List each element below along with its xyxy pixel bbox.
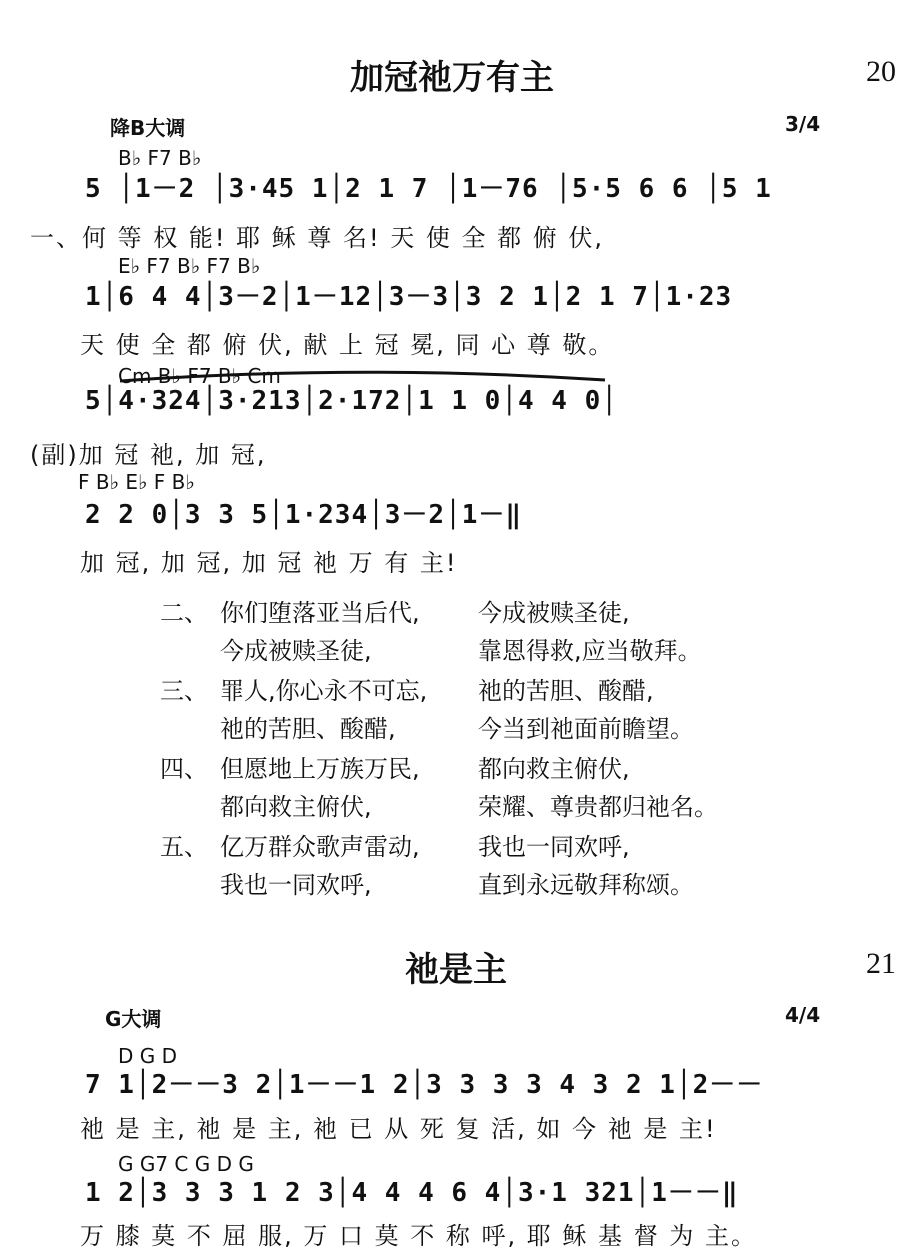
chord-row: F B♭ E♭ F B♭ [78, 470, 195, 494]
time-signature-2: 4/4 [785, 1003, 821, 1027]
notation-row: 5│4·324│3·213│2·172│1 1 0│4 4 0│ [85, 386, 618, 416]
hymn-number-2: 21 [866, 947, 896, 980]
verse-line: 祂的苦胆、酸醋, [220, 715, 396, 743]
verse-label: 四、 [160, 755, 208, 783]
notation-row: 7 1│2－－3 2│1－－1 2│3 3 3 3 4 3 2 1│2－－ [85, 1070, 764, 1100]
chord-row: B♭ F7 B♭ [118, 146, 202, 170]
chord-row: E♭ F7 B♭ F7 B♭ [118, 254, 261, 278]
lyric-row: 天 使 全 都 俯 伏, 献 上 冠 冕, 同 心 尊 敬。 [80, 331, 615, 359]
verse-line: 但愿地上万族万民, [220, 755, 420, 783]
verse-line: 我也一同欢呼, [220, 871, 372, 899]
lyric-row: (副)加 冠 祂, 加 冠, [30, 441, 267, 469]
lyric-row: 加 冠, 加 冠, 加 冠 祂 万 有 主! [80, 549, 458, 577]
verse-line: 都向救主俯伏, [478, 755, 630, 783]
verse-line: 我也一同欢呼, [478, 833, 630, 861]
slur-curve [115, 366, 615, 386]
key-signature-2: G大调 [105, 1007, 162, 1031]
notation-row: 1│6 4 4│3－2│1－12│3－3│3 2 1│2 1 7│1·23 [85, 282, 733, 312]
verse-label: 三、 [160, 677, 208, 705]
verse-line: 今成被赎圣徒, [220, 637, 372, 665]
verse-line: 罪人,你心永不可忘, [220, 677, 428, 705]
verse-label: 二、 [160, 599, 208, 627]
chord-row: D G D [118, 1044, 178, 1068]
verse-line: 靠恩得救,应当敬拜。 [478, 637, 702, 665]
lyric-row: 一、何 等 权 能! 耶 稣 尊 名! 天 使 全 都 俯 伏, [30, 224, 605, 252]
verse-line: 荣耀、尊贵都归祂名。 [478, 793, 718, 821]
hymn-number-1: 20 [866, 55, 896, 88]
notation-row: 1 2│3 3 3 1 2 3│4 4 4 6 4│3·1 321│1－－‖ [85, 1178, 739, 1208]
verse-line: 你们堕落亚当后代, [220, 599, 420, 627]
time-signature-1: 3/4 [785, 112, 821, 136]
key-signature-1: 降B大调 [110, 116, 186, 140]
verse-line: 都向救主俯伏, [220, 793, 372, 821]
lyric-row: 万 膝 莫 不 屈 服, 万 口 莫 不 称 呼, 耶 稣 基 督 为 主。 [80, 1222, 757, 1250]
chord-row: G G7 C G D G [118, 1152, 254, 1176]
verse-line: 亿万群众歌声雷动, [220, 833, 420, 861]
verse-line: 祂的苦胆、酸醋, [478, 677, 654, 705]
notation-row: 5 │1－2 │3·45 1│2 1 7 │1－76 │5·5 6 6 │5 1 [85, 174, 772, 204]
verse-line: 今成被赎圣徒, [478, 599, 630, 627]
verse-line: 今当到祂面前瞻望。 [478, 715, 694, 743]
verse-line: 直到永远敬拜称颂。 [478, 871, 694, 899]
verse-label: 五、 [160, 833, 208, 861]
chord-row: Cm B♭ F7 B♭ Cm [118, 364, 281, 388]
lyric-row: 祂 是 主, 祂 是 主, 祂 已 从 死 复 活, 如 今 祂 是 主! [80, 1115, 717, 1143]
song-title-2: 祂是主 [405, 950, 507, 990]
song-title-1: 加冠祂万有主 [350, 58, 554, 98]
notation-row: 2 2 0│3 3 5│1·234│3－2│1－‖ [85, 500, 523, 530]
